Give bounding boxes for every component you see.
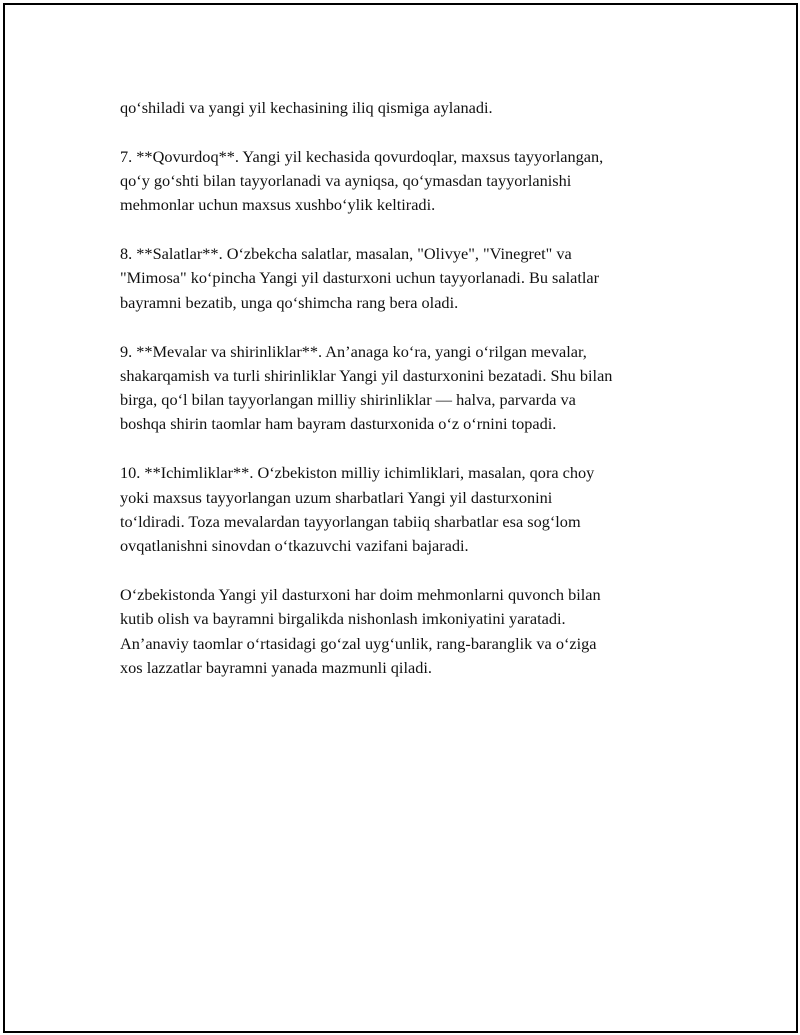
paragraph-item-9-mevalar: 9. **Mevalar va shirinliklar**. An’anaga ko‘ra, yangi o‘rilgan mevalar, shakarqamish va turli shirinliklar Yangi yil dasturxonini bezatadi. Shu bilan birga, qo‘l bilan tayyorlangan milliy shirinliklar — halva, parvarda va boshqa shirin taomlar ham bayram dasturxonida o‘z o‘rnini topadi. [120, 341, 613, 434]
page-frame [3, 3, 798, 1033]
paragraph-item-10-ichimliklar: 10. **Ichimliklar**. O‘zbekiston milliy ichimliklari, masalan, qora choy yoki maxsus tayyorlangan uzum sharbatlari Yangi yil dasturxonini to‘ldiradi. Toza mevalardan tayyorlangan tabiiq sharbatlar esa sog‘lom ovqatlanishni sinovdan o‘tkazuvchi vazifani bajaradi. [120, 463, 595, 556]
document-body [120, 96, 690, 705]
paragraph-conclusion: O‘zbekistonda Yangi yil dasturxoni har doim mehmonlarni quvonch bilan kutib olish va bayramni birgalikda nishonlash imkoniyatini yaratadi. An’anaviy taomlar o‘rtasidagi go‘zal uyg‘unlik, rang-baranglik va o‘ziga xos lazzatlar bayramni yanada mazmunli qiladi. [120, 584, 601, 677]
paragraph-item-8-salatlar: 8. **Salatlar**. O‘zbekcha salatlar, masalan, "Olivye", "Vinegret" va "Mimosa" ko‘pincha Yangi yil dasturxoni uchun tayyorlanadi. Bu salatlar bayramni bezatib, unga qo‘shimcha rang bera oladi. [120, 244, 600, 312]
paragraph-continuation: qo‘shiladi va yangi yil kechasining iliq qismiga aylanadi. [120, 98, 493, 117]
paragraph-item-7-qovurdoq: 7. **Qovurdoq**. Yangi yil kechasida qovurdoqlar, maxsus tayyorlangan, qo‘y go‘shti bilan tayyorlanadi va ayniqsa, qo‘ymasdan tayyorlanishi mehmonlar uchun maxsus xushbo‘ylik keltiradi. [120, 146, 604, 215]
